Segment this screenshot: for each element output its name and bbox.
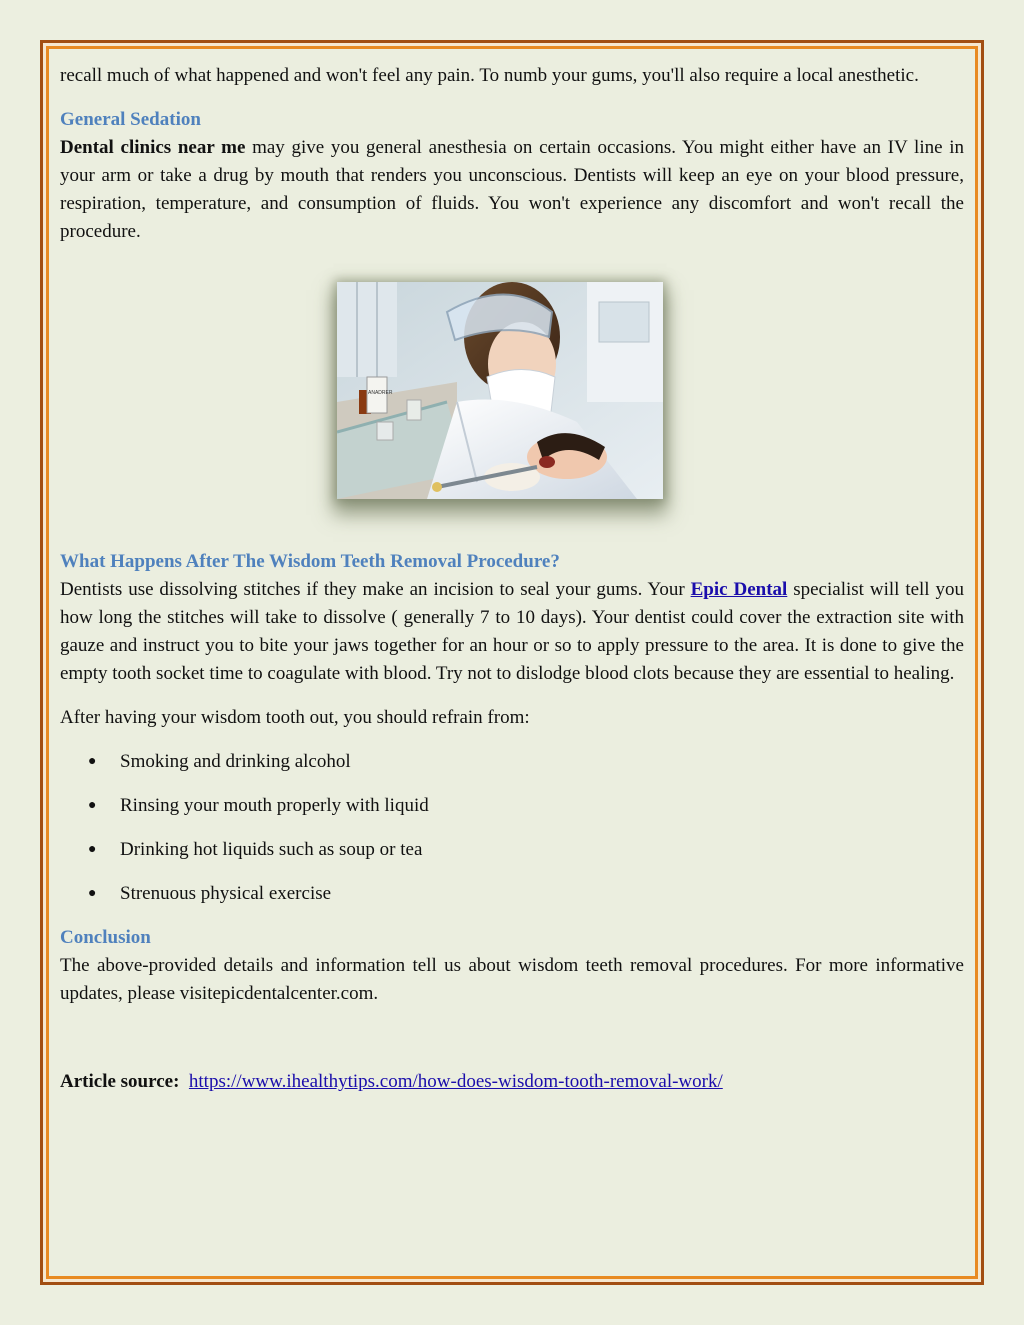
article-source-label: Article source: xyxy=(60,1071,180,1092)
document-page xyxy=(49,49,975,1276)
after-procedure-heading: What Happens After The Wisdom Teeth Removal Procedure? xyxy=(60,551,560,572)
list-item-text: Smoking and drinking alcohol xyxy=(120,751,351,772)
conclusion-heading: Conclusion xyxy=(60,927,151,948)
list-item xyxy=(60,836,964,864)
dentist-photo xyxy=(337,282,663,499)
after-procedure-section xyxy=(60,548,964,908)
refrain-list xyxy=(60,748,964,908)
refrain-intro-paragraph: After having your wisdom tooth out, you should refrain from: xyxy=(60,707,530,728)
bullet-icon: ● xyxy=(88,842,97,857)
list-item xyxy=(60,748,964,776)
general-sedation-heading: General Sedation xyxy=(60,109,201,130)
intro-paragraph: recall much of what happened and won't feel any pain. To numb your gums, you'll also require a local anesthetic. xyxy=(60,65,919,86)
list-item xyxy=(60,792,964,820)
after-procedure-text-start: Dentists use dissolving stitches if they make an incision to seal your gums. Your xyxy=(60,579,691,600)
after-procedure-text-end: specialist will tell you how long the stitches will take to dissolve ( generally 7 to 10 days). Your dentist could cover the extraction site with gauze and instruct you to bite your jaws together for an hour or so to apply pressure to the area. It is done to give the empty tooth socket time to coagulate with blood. Try not to dislodge blood clots because they are essential to healing. xyxy=(60,579,965,684)
general-sedation-paragraph xyxy=(60,134,964,246)
article-source-link[interactable]: https://www.ihealthytips.com/how-does-wisdom-tooth-removal-work/ xyxy=(188,1071,723,1092)
general-sedation-text: may give you general anesthesia on certain occasions. You might either have an IV line in your arm or take a drug by mouth that renders you unconscious. Dentists will keep an eye on your blood pressure, respiration, temperature, and consumption of fluids. You won't experience any discomfort and won't recall the procedure. xyxy=(60,137,964,242)
list-item-text: Drinking hot liquids such as soup or tea xyxy=(120,839,423,860)
bullet-icon: ● xyxy=(88,798,97,813)
figure-container xyxy=(60,246,964,506)
conclusion-paragraph: The above-provided details and information tell us about wisdom teeth removal procedures. For more informative updates, please visitepicdentalcenter.com. xyxy=(60,955,964,1004)
list-item xyxy=(60,880,964,908)
general-sedation-section xyxy=(60,106,964,246)
bottle-label-text: ANADRER xyxy=(368,390,393,396)
article-source xyxy=(60,1068,964,1096)
bullet-icon: ● xyxy=(88,886,97,901)
epic-dental-link[interactable]: Epic Dental xyxy=(690,579,788,600)
conclusion-section xyxy=(60,924,964,1008)
list-item-text: Strenuous physical exercise xyxy=(120,883,332,904)
page-border-accent xyxy=(46,46,978,1279)
bullet-icon: ● xyxy=(88,754,97,769)
dentist-photo-illustration xyxy=(337,282,663,499)
page-border-frame xyxy=(40,40,984,1285)
after-procedure-paragraph xyxy=(60,576,964,688)
page-border-inner xyxy=(43,43,981,1282)
dental-clinics-bold-lead: Dental clinics near me xyxy=(60,137,246,158)
list-item-text: Rinsing your mouth properly with liquid xyxy=(120,795,429,816)
